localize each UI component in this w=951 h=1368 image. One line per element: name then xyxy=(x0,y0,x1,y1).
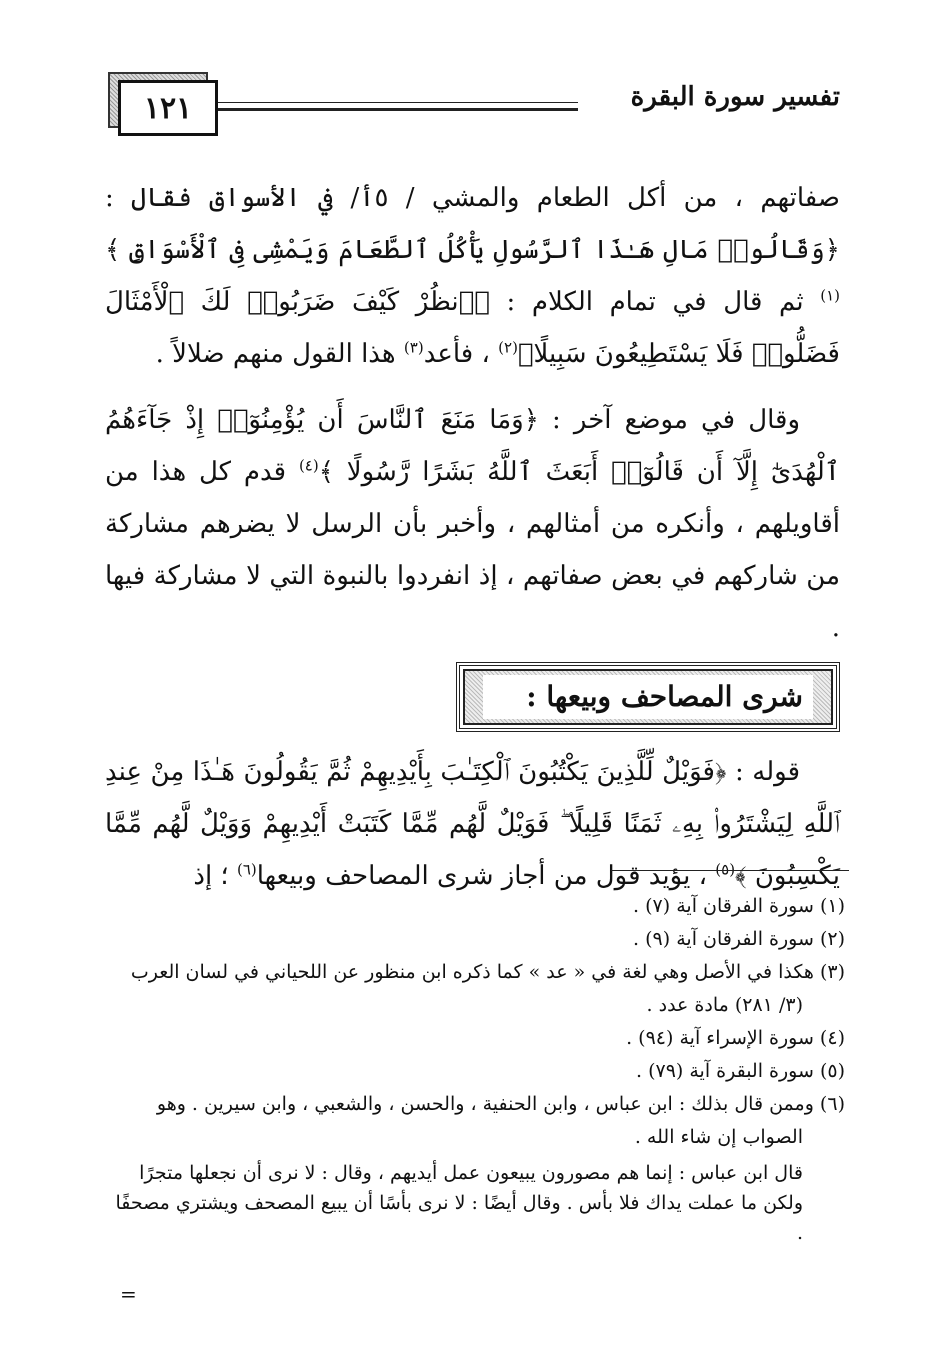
paragraph-3 xyxy=(105,746,840,902)
section-heading-pattern xyxy=(463,669,833,725)
text-span: ، يؤيد قول من أجاز شرى المصاحف وبيعها xyxy=(256,861,716,891)
header-rule-thin xyxy=(218,102,578,103)
quran-verse: ﴿وَمَا مَنَعَ ٱلنَّاسَ أَن يُؤْمِنُوٓا۟ إِذْ جَآءَهُمُ ٱلْهُدَىٰٓ إِلَّآ أَن قَالُوٓا۟ أَبَعَثَ ٱللَّهُ بَشَرًا رَّسُولًا ﴾ xyxy=(105,405,840,487)
section-heading-frame xyxy=(456,662,840,732)
footnote-2: (٢) سورة الفرقان آية (٩) . xyxy=(633,928,845,950)
footnote-4: (٤) سورة الإسراء آية (٩٤) . xyxy=(626,1027,845,1049)
text-span: صفاتهم ، من أكل الطعام والمشي / ٥أ/ في الأسواق فقال : xyxy=(105,183,841,213)
footnote-ref: (٣) xyxy=(403,338,424,357)
footnote-ref: (٥) xyxy=(715,860,736,879)
text-span: وقال في موضع آخر : xyxy=(538,405,800,435)
quran-verse: ﴿فَوَيْلٌ لِّلَّذِينَ يَكْتُبُونَ ٱلْكِتَـٰبَ بِأَيْدِيهِمْ ثُمَّ يَقُولُونَ هَـٰذَا مِنْ عِندِ ٱللَّهِ لِيَشْتَرُوا۟ بِهِۦ ثَمَنًا قَلِيلًا ۖ فَوَيْلٌ لَّهُم مِّمَّا كَتَبَتْ أَيْدِيهِمْ وَوَيْلٌ لَّهُم مِّمَّا يَكْسِبُونَ ﴾ xyxy=(105,757,840,891)
text-span: ثم قال في تمام الكلام : xyxy=(489,287,821,317)
text-span: هذا القول منهم ضلالاً . xyxy=(155,339,404,369)
paragraph-2 xyxy=(105,394,840,654)
text-span: ؛ إذ xyxy=(193,861,237,891)
header-rule-thick xyxy=(218,108,578,111)
paragraph-1 xyxy=(105,172,840,380)
text-span: قوله : xyxy=(726,757,800,787)
running-title: تفسير سورة البقرة xyxy=(630,82,840,112)
footnote-3: (٣) هكذا في الأصل وهي لغة في « عد » كما ذكره ابن منظور عن اللحياني في لسان العرب (٣/ ٢٨١) مادة عدد . xyxy=(130,961,845,1016)
continuation-mark: = xyxy=(120,1282,137,1306)
footnote-6: (٦) وممن قال بذلك : ابن عباس ، وابن الحنفية ، والحسن ، والشعبي ، وابن سيرين . وهو الصواب إن شاء الله . xyxy=(156,1093,845,1148)
text-span: ، فأعد xyxy=(423,339,499,369)
footnote-5: (٥) سورة البقرة آية (٧٩) . xyxy=(635,1060,845,1082)
section-title: شرى المصاحف وبيعها : xyxy=(483,675,813,719)
footnote-ref: (٤) xyxy=(298,456,319,475)
footnote-separator xyxy=(611,870,849,871)
footnote-ref: (٦) xyxy=(236,860,257,879)
footnote-1: (١) سورة الفرقان آية (٧) . xyxy=(633,895,845,917)
quran-verse: ﴿ٱنظُرْ كَيْفَ ضَرَبُوا۟ لَكَ ٱلْأَمْثَالَ فَضَلُّوا۟ فَلَا يَسْتَطِيعُونَ سَبِيلًا﴾ xyxy=(105,287,840,369)
page-header xyxy=(100,70,840,150)
footnotes xyxy=(110,890,845,1248)
quran-verse: ﴿وَقَالُوا۟ مَالِ هَـٰذَا ٱلرَّسُولِ يَأْكُلُ ٱلطَّعَامَ وَيَمْشِى فِى ٱلْأَسْوَاقِ ﴾ xyxy=(105,235,840,265)
page-number: ١٢١ xyxy=(118,80,218,136)
footnote-ref: (١) xyxy=(820,286,840,305)
text-span: قدم كل هذا من أقاويلهم ، وأنكره من أمثالهم ، وأخبر بأن الرسل لا يضرهم مشاركة من شاركهم في بعض صفاتهم ، إذ انفردوا بالنبوة التي لا مشاركة فيها . xyxy=(105,457,840,643)
footnote-6-continuation: قال ابن عباس : إنما هم مصورون يبيعون عمل أيديهم ، وقال : لا نرى أن نجعلها متجرًا ولكن ما عملت يداك فلا بأس . وقال أيضًا : لا نرى بأسًا أن يبيع المصحف ويشتري مصحفًا . xyxy=(115,1162,803,1244)
footnote-ref: (٢) xyxy=(498,338,518,357)
main-text xyxy=(105,172,840,902)
